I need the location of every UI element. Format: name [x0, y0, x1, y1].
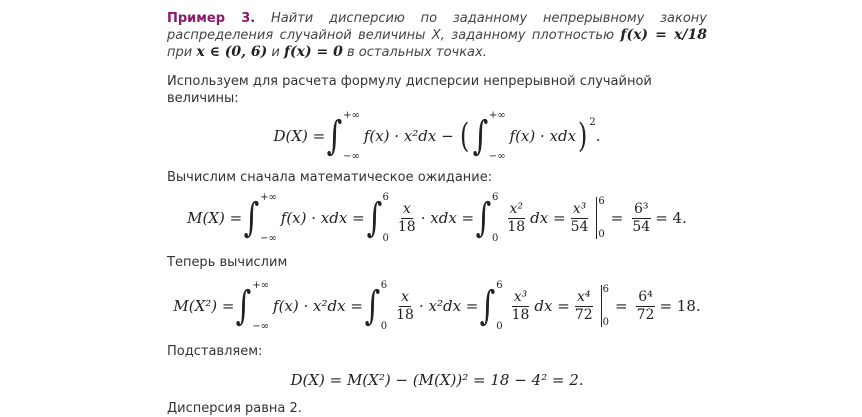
f1-int1-body: f(x) · x²dx −	[363, 127, 454, 145]
interval-formula: x ∈ (0, 6)	[196, 44, 268, 60]
fraction	[630, 201, 652, 236]
denominator: 54	[632, 218, 651, 235]
f2-dx: dx =	[530, 209, 566, 227]
f3-int1-body: f(x) · x²dx =	[273, 297, 363, 315]
denominator: 18	[396, 306, 414, 323]
upper-limit: 6	[382, 192, 389, 203]
f3-lhs: M(X²) =	[173, 297, 235, 315]
integral: ∫ +∞ −∞	[236, 280, 270, 332]
example-title: Пример 3.	[167, 11, 256, 26]
second-moment-formula: M(X²) = ∫ +∞ −∞ f(x) · x²dx = ∫ 6 0 $\frac{x}{18}$ · x²dx = ∫ 6 0 $\frac{\text{x³}}{18}$ dx = $\frac{\text{x⁴}}{72}$ 6 0 = $\frac{\text{6⁴}}{72}$ = 18.	[173, 280, 701, 332]
f2-int1-body: f(x) · xdx =	[280, 209, 365, 227]
evaluation-bar	[600, 284, 609, 328]
substitute-text: Подставляем:	[167, 344, 263, 359]
upper-limit: 6	[496, 280, 503, 291]
f3-dx: dx =	[534, 297, 570, 315]
numerator: x²	[509, 200, 524, 217]
denominator: 54	[570, 218, 589, 235]
second-moment-text: Теперь вычислим	[167, 255, 288, 270]
example-text-4: в остальных точках.	[347, 45, 487, 60]
fraction	[635, 289, 657, 324]
example-text-3: и	[271, 45, 280, 60]
lower-limit: −∞	[343, 151, 360, 162]
denominator: 18	[511, 306, 530, 323]
numerator: 6³	[634, 200, 649, 217]
lower-limit: −∞	[260, 233, 277, 244]
numerator: 6⁴	[638, 288, 653, 305]
lower-limit: 0	[382, 233, 389, 244]
fraction	[505, 201, 527, 236]
lower-limit: 0	[598, 229, 605, 240]
final-variance-formula: D(X) = M(X²) − (M(X))² = 18 − 4² = 2.	[290, 371, 584, 389]
f2-end: = 4.	[655, 209, 687, 227]
denominator: 18	[397, 218, 416, 235]
numerator: x	[402, 200, 411, 217]
f1-int2-body: f(x) · xdx	[509, 127, 577, 145]
upper-limit: +∞	[260, 192, 277, 203]
integral: ∫ 6 0	[479, 280, 503, 332]
f1-lhs: D(X) =	[273, 127, 326, 145]
upper-limit: 6	[491, 192, 499, 203]
density-formula: f(x) = x/18	[620, 27, 707, 43]
example-statement	[167, 10, 707, 61]
intro-text: Используем для расчета формулу дисперсии непрерывной случайной величины:	[167, 74, 652, 106]
integral: ∫ +∞ −∞	[243, 192, 277, 244]
integral: ∫ +∞ −∞	[472, 110, 506, 162]
lower-limit: 0	[496, 321, 503, 332]
f3-end: = 18.	[659, 297, 701, 315]
evaluation-bar	[595, 196, 604, 240]
result-text: Дисперсия равна 2.	[167, 401, 302, 416]
numerator: x	[401, 288, 409, 305]
upper-limit: 6	[598, 196, 605, 207]
lower-limit: 0	[380, 321, 388, 332]
example-text-2: при	[167, 45, 193, 60]
variance-formula: D(X) = ∫ +∞ −∞ f(x) · x²dx − ( ∫ +∞ −∞ f(x) · xdx ) $^2$ .	[273, 110, 601, 162]
denominator: 72	[574, 306, 593, 323]
content	[167, 10, 707, 417]
denominator: 18	[507, 218, 526, 235]
mean-text: Вычислим сначала математическое ожидание:	[167, 170, 493, 185]
lower-limit: −∞	[252, 321, 270, 332]
denominator: 72	[636, 306, 655, 323]
upper-limit: 6	[602, 284, 610, 295]
f2-mid: · xdx =	[420, 209, 475, 227]
integral: ∫ 6 0	[366, 192, 389, 244]
upper-limit: +∞	[252, 280, 270, 291]
zero-formula: f(x) = 0	[284, 44, 343, 60]
numerator: x³	[572, 200, 587, 217]
fraction	[396, 201, 418, 236]
numerator: x³	[513, 288, 528, 305]
fraction	[569, 201, 591, 236]
integral: ∫ 6 0	[475, 192, 499, 244]
upper-limit: +∞	[488, 110, 506, 121]
f1-dot: .	[595, 127, 601, 145]
example-text-1: Найти дисперсию по заданному непрерывному закону распределения случайной величины X, заданному плотностью	[167, 11, 707, 43]
upper-limit: +∞	[343, 110, 360, 121]
lower-limit: 0	[602, 317, 610, 328]
mean-formula: M(X) = ∫ +∞ −∞ f(x) · xdx = ∫ 6 0 $\frac{x}{18}$ · xdx = ∫ 6 0 $\frac{\text{x²}}{18}$ dx = $\frac{\text{x³}}{54}$ 6 0 = $\frac{\text{6³}}{54}$ = 4.	[187, 192, 687, 244]
lower-limit: −∞	[488, 151, 506, 162]
f1-square: 2	[589, 117, 596, 128]
lower-limit: 0	[491, 233, 499, 244]
f3-mid: · x²dx =	[418, 297, 479, 315]
fraction	[573, 289, 595, 324]
fraction	[510, 289, 532, 324]
integral: ∫ 6 0	[364, 280, 388, 332]
numerator: x⁴	[576, 288, 591, 305]
f2-lhs: M(X) =	[187, 209, 243, 227]
upper-limit: 6	[380, 280, 388, 291]
integral: ∫ +∞ −∞	[326, 110, 360, 162]
fraction	[394, 289, 416, 324]
